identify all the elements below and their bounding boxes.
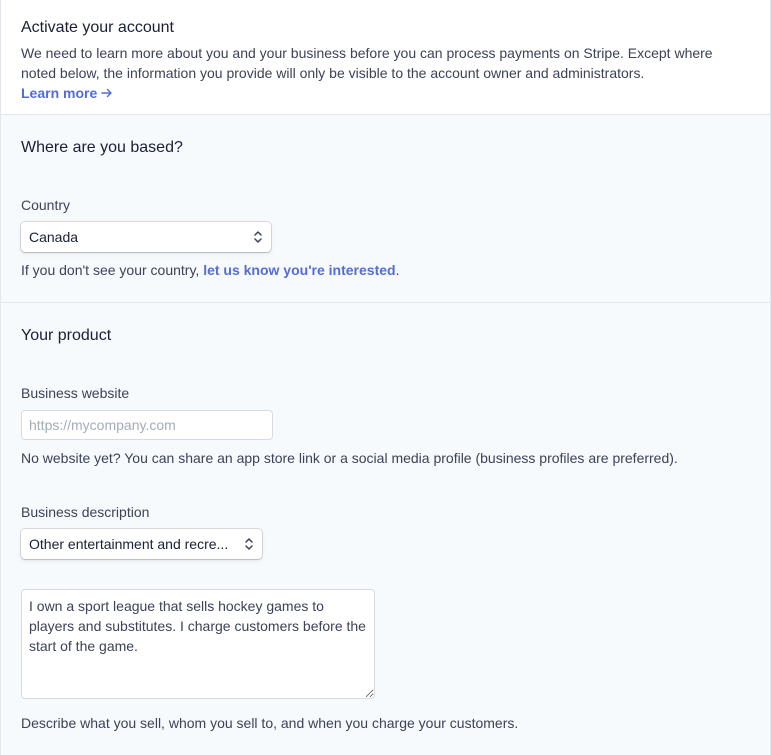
country-interest-link[interactable]: let us know you're interested (203, 262, 396, 278)
description-help: Describe what you sell, whom you sell to, and when you charge your customers. (21, 715, 519, 731)
country-select[interactable] (21, 222, 271, 252)
location-heading: Where are you based? (21, 139, 183, 156)
website-input[interactable] (21, 410, 273, 440)
website-label: Business website (21, 385, 130, 401)
country-help (21, 260, 750, 280)
business-category-select[interactable] (21, 529, 262, 559)
learn-more-link[interactable] (21, 83, 113, 103)
business-description-textarea[interactable] (21, 589, 375, 699)
business-category-value: Other entertainment and recre... (29, 536, 229, 552)
country-help-suffix: . (395, 262, 400, 278)
arrow-right-icon (101, 87, 113, 99)
product-heading: Your product (21, 327, 112, 344)
description-label: Business description (21, 504, 150, 520)
product-section (1, 303, 770, 733)
website-help: No website yet? You can share an app store link or a social media profile (business profiles are preferred). (21, 450, 678, 466)
intro-panel (1, 0, 770, 115)
country-help-text: If you don't see your country, (21, 262, 204, 278)
country-select-value: Canada (29, 229, 79, 245)
intro-description: We need to learn more about you and your business before you can process payments on Stripe. Except where noted below, the information you provide will only be visible to the account owner and administrators. (21, 45, 713, 81)
page-title: Activate your account (21, 19, 174, 36)
chevron-up-down-icon (253, 230, 263, 244)
location-section (1, 115, 770, 303)
country-label: Country (21, 197, 71, 213)
learn-more-label: Learn more (21, 85, 98, 101)
chevron-up-down-icon (244, 537, 254, 551)
